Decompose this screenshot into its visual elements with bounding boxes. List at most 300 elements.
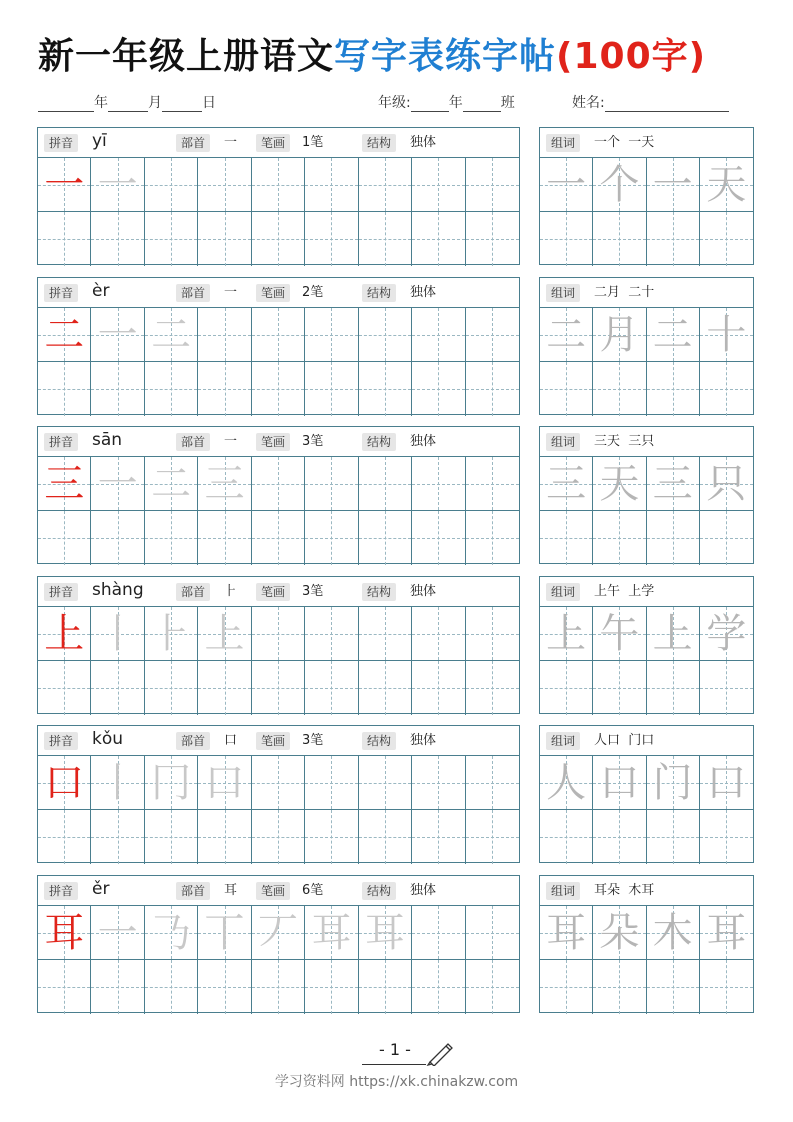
model-character: 三 [44, 460, 85, 507]
pinyin-tag: 拼音 [44, 583, 78, 601]
grade-label: 年级: [378, 95, 411, 111]
writing-cell[interactable] [145, 661, 198, 715]
year-label: 年 [94, 95, 108, 111]
word-trace-character: 上 [652, 610, 693, 657]
char-info-header [38, 876, 519, 906]
word-trace-character: 只 [706, 460, 747, 507]
grade-line [378, 92, 515, 112]
writing-cell[interactable] [466, 362, 519, 416]
writing-cell[interactable] [91, 960, 144, 1014]
writing-grid [38, 756, 519, 862]
word-grid [540, 756, 753, 862]
pen-icon [426, 1040, 456, 1066]
writing-cell[interactable] [145, 362, 198, 416]
word-cell[interactable] [540, 756, 593, 810]
word-cell[interactable] [700, 308, 753, 362]
writing-cell[interactable] [198, 906, 251, 960]
word-trace-character: 学 [706, 610, 747, 657]
writing-cell[interactable] [466, 607, 519, 661]
writing-cell[interactable] [38, 607, 91, 661]
pinyin-value: kǒu [92, 729, 124, 749]
word-trace-character: 朵 [599, 909, 640, 956]
words-value: 耳朵 木耳 [594, 883, 655, 898]
strokes-value: 2笔 [302, 285, 324, 300]
word-cell[interactable] [593, 756, 646, 810]
writing-cell[interactable] [38, 661, 91, 715]
word-header [540, 278, 753, 308]
writing-cell[interactable] [38, 212, 91, 266]
writing-cell[interactable] [305, 756, 358, 810]
writing-cell[interactable] [91, 511, 144, 565]
word-cell[interactable] [593, 212, 646, 266]
writing-cell[interactable] [91, 906, 144, 960]
word-grid [540, 158, 753, 264]
word-cell[interactable] [647, 308, 700, 362]
writing-cell[interactable] [198, 607, 251, 661]
stroke-order-trace: 一 [97, 909, 138, 956]
word-cell[interactable] [593, 661, 646, 715]
words-tag: 组词 [546, 134, 580, 152]
strokes-value: 3笔 [302, 584, 324, 599]
strokes-value: 6笔 [302, 883, 324, 898]
word-trace-character: 木 [652, 909, 693, 956]
word-cell[interactable] [647, 661, 700, 715]
writing-cell[interactable] [305, 607, 358, 661]
writing-cell[interactable] [252, 158, 305, 212]
stroke-order-trace: 𠄎 [151, 909, 192, 956]
radical-value: 一 [224, 434, 238, 449]
writing-cell[interactable] [412, 212, 465, 266]
structure-tag: 结构 [362, 433, 396, 451]
writing-cell[interactable] [38, 906, 91, 960]
writing-cell[interactable] [91, 756, 144, 810]
pinyin-tag: 拼音 [44, 732, 78, 750]
writing-cell[interactable] [466, 158, 519, 212]
word-cell[interactable] [540, 457, 593, 511]
stroke-order-trace: 口 [204, 759, 245, 806]
word-cell[interactable] [593, 362, 646, 416]
pinyin-tag: 拼音 [44, 134, 78, 152]
character-row [0, 277, 793, 417]
writing-cell[interactable] [305, 158, 358, 212]
day-blank[interactable] [162, 97, 202, 112]
day-label: 日 [202, 95, 216, 111]
writing-cell[interactable] [91, 158, 144, 212]
writing-cell[interactable] [359, 511, 412, 565]
words-value: 一个 一天 [594, 135, 655, 150]
model-character: 二 [44, 311, 85, 358]
writing-cell[interactable] [412, 308, 465, 362]
word-cell[interactable] [540, 661, 593, 715]
word-cell[interactable] [647, 810, 700, 864]
word-cell[interactable] [593, 457, 646, 511]
stroke-order-trace: 冂 [151, 759, 192, 806]
writing-cell[interactable] [412, 511, 465, 565]
word-cell[interactable] [540, 906, 593, 960]
writing-cell[interactable] [466, 810, 519, 864]
writing-cell[interactable] [145, 810, 198, 864]
strokes-tag: 笔画 [256, 583, 290, 601]
structure-value: 独体 [410, 584, 437, 599]
pinyin-tag: 拼音 [44, 284, 78, 302]
strokes-tag: 笔画 [256, 284, 290, 302]
structure-value: 独体 [410, 883, 437, 898]
word-cell[interactable] [647, 212, 700, 266]
writing-cell[interactable] [412, 810, 465, 864]
word-cell[interactable] [593, 308, 646, 362]
char-info-header [38, 278, 519, 308]
writing-cell[interactable] [252, 308, 305, 362]
writing-grid [38, 607, 519, 713]
radical-tag: 部首 [176, 433, 210, 451]
writing-cell[interactable] [466, 212, 519, 266]
writing-cell[interactable] [145, 906, 198, 960]
char-info-header [38, 128, 519, 158]
page-number: - 1 - [379, 1040, 411, 1059]
word-trace-character: 月 [599, 311, 640, 358]
structure-value: 独体 [410, 434, 437, 449]
stroke-order-trace: ⺊ [151, 610, 192, 657]
grade-year-label: 年 [448, 95, 463, 111]
writing-cell[interactable] [198, 810, 251, 864]
writing-cell[interactable] [38, 810, 91, 864]
name-line [572, 92, 729, 112]
word-cell[interactable] [593, 960, 646, 1014]
writing-cell[interactable] [466, 906, 519, 960]
word-trace-character: 口 [599, 759, 640, 806]
practice-box [37, 426, 520, 564]
writing-cell[interactable] [198, 960, 251, 1014]
word-box [539, 127, 754, 265]
writing-cell[interactable] [198, 756, 251, 810]
writing-cell[interactable] [359, 960, 412, 1014]
word-cell[interactable] [593, 511, 646, 565]
character-row [0, 875, 793, 1015]
writing-cell[interactable] [91, 661, 144, 715]
word-grid [540, 906, 753, 1012]
words-tag: 组词 [546, 882, 580, 900]
word-cell[interactable] [700, 960, 753, 1014]
writing-cell[interactable] [252, 511, 305, 565]
word-cell[interactable] [540, 810, 593, 864]
writing-cell[interactable] [252, 457, 305, 511]
word-trace-character: 一 [652, 161, 693, 208]
word-cell[interactable] [540, 308, 593, 362]
model-character: 上 [44, 610, 85, 657]
character-row [0, 576, 793, 716]
writing-cell[interactable] [359, 457, 412, 511]
writing-cell[interactable] [252, 810, 305, 864]
structure-tag: 结构 [362, 882, 396, 900]
practice-box [37, 875, 520, 1013]
writing-cell[interactable] [252, 906, 305, 960]
word-cell[interactable] [647, 607, 700, 661]
writing-cell[interactable] [466, 308, 519, 362]
word-cell[interactable] [593, 810, 646, 864]
word-cell[interactable] [700, 661, 753, 715]
word-grid [540, 607, 753, 713]
writing-cell[interactable] [38, 362, 91, 416]
pinyin-tag: 拼音 [44, 433, 78, 451]
word-trace-character: 人 [546, 759, 587, 806]
writing-cell[interactable] [412, 607, 465, 661]
word-trace-character: 十 [706, 311, 747, 358]
word-cell[interactable] [647, 457, 700, 511]
writing-cell[interactable] [412, 756, 465, 810]
strokes-tag: 笔画 [256, 433, 290, 451]
writing-cell[interactable] [252, 661, 305, 715]
pinyin-value: ěr [92, 879, 110, 899]
words-tag: 组词 [546, 583, 580, 601]
word-trace-character: 午 [599, 610, 640, 657]
words-value: 三天 三只 [594, 434, 655, 449]
writing-cell[interactable] [91, 810, 144, 864]
radical-value: 耳 [224, 883, 238, 898]
writing-cell[interactable] [412, 906, 465, 960]
word-trace-character: 上 [546, 610, 587, 657]
model-character: 口 [44, 759, 85, 806]
radical-value: 一 [224, 285, 238, 300]
word-cell[interactable] [540, 362, 593, 416]
stroke-order-trace: 耳 [311, 909, 352, 956]
radical-value: 一 [224, 135, 238, 150]
writing-cell[interactable] [198, 362, 251, 416]
month-blank[interactable] [108, 97, 148, 112]
word-trace-character: 二 [546, 311, 587, 358]
writing-cell[interactable] [466, 960, 519, 1014]
page-title [38, 28, 706, 76]
writing-cell[interactable] [38, 457, 91, 511]
writing-cell[interactable] [38, 756, 91, 810]
stroke-order-trace: 丅 [204, 909, 245, 956]
radical-value: ⺊ [224, 584, 238, 599]
writing-cell[interactable] [305, 511, 358, 565]
word-cell[interactable] [593, 906, 646, 960]
practice-box [37, 277, 520, 415]
name-label: 姓名: [572, 95, 605, 111]
word-cell[interactable] [540, 511, 593, 565]
words-value: 上午 上学 [594, 584, 655, 599]
word-cell[interactable] [540, 607, 593, 661]
writing-cell[interactable] [252, 362, 305, 416]
grade-class-blank[interactable] [463, 97, 501, 112]
practice-box [37, 725, 520, 863]
radical-tag: 部首 [176, 732, 210, 750]
character-row [0, 127, 793, 267]
writing-cell[interactable] [198, 308, 251, 362]
writing-cell[interactable] [412, 158, 465, 212]
writing-cell[interactable] [412, 960, 465, 1014]
word-cell[interactable] [540, 212, 593, 266]
writing-cell[interactable] [359, 661, 412, 715]
word-cell[interactable] [540, 960, 593, 1014]
writing-cell[interactable] [145, 960, 198, 1014]
writing-cell[interactable] [359, 308, 412, 362]
stroke-order-trace: 三 [204, 460, 245, 507]
structure-tag: 结构 [362, 732, 396, 750]
writing-cell[interactable] [305, 810, 358, 864]
character-row [0, 426, 793, 566]
word-cell[interactable] [700, 362, 753, 416]
writing-cell[interactable] [198, 158, 251, 212]
name-blank[interactable] [605, 97, 729, 112]
word-cell[interactable] [700, 158, 753, 212]
structure-value: 独体 [410, 135, 437, 150]
writing-cell[interactable] [145, 756, 198, 810]
radical-tag: 部首 [176, 134, 210, 152]
writing-cell[interactable] [305, 906, 358, 960]
writing-cell[interactable] [91, 607, 144, 661]
word-cell[interactable] [647, 756, 700, 810]
structure-tag: 结构 [362, 134, 396, 152]
writing-cell[interactable] [198, 661, 251, 715]
word-header [540, 128, 753, 158]
radical-value: 口 [224, 733, 238, 748]
words-tag: 组词 [546, 433, 580, 451]
writing-cell[interactable] [252, 960, 305, 1014]
radical-tag: 部首 [176, 284, 210, 302]
word-trace-character: 耳 [546, 909, 587, 956]
word-header [540, 577, 753, 607]
writing-cell[interactable] [412, 362, 465, 416]
writing-grid [38, 158, 519, 264]
word-grid [540, 457, 753, 563]
word-trace-character: 一 [546, 161, 587, 208]
writing-grid [38, 308, 519, 414]
writing-cell[interactable] [145, 457, 198, 511]
writing-cell[interactable] [145, 212, 198, 266]
word-cell[interactable] [647, 362, 700, 416]
word-cell[interactable] [647, 906, 700, 960]
writing-cell[interactable] [252, 212, 305, 266]
stroke-order-trace: 丨 [97, 610, 138, 657]
stroke-order-trace: 一 [97, 161, 138, 208]
writing-cell[interactable] [359, 607, 412, 661]
writing-cell[interactable] [38, 960, 91, 1014]
month-label: 月 [148, 95, 162, 111]
stroke-order-trace: 二 [151, 311, 192, 358]
word-header [540, 726, 753, 756]
writing-cell[interactable] [145, 511, 198, 565]
structure-tag: 结构 [362, 583, 396, 601]
word-box [539, 277, 754, 415]
word-cell[interactable] [647, 511, 700, 565]
word-trace-character: 三 [546, 460, 587, 507]
strokes-tag: 笔画 [256, 882, 290, 900]
writing-cell[interactable] [252, 607, 305, 661]
stroke-order-trace: 二 [151, 460, 192, 507]
word-cell[interactable] [700, 607, 753, 661]
writing-cell[interactable] [38, 158, 91, 212]
words-tag: 组词 [546, 284, 580, 302]
word-cell[interactable] [700, 810, 753, 864]
word-cell[interactable] [647, 960, 700, 1014]
word-cell[interactable] [700, 511, 753, 565]
writing-cell[interactable] [305, 212, 358, 266]
title-black: 新一年级上册语文 [38, 36, 335, 77]
word-trace-character: 个 [599, 161, 640, 208]
writing-cell[interactable] [198, 511, 251, 565]
writing-cell[interactable] [466, 661, 519, 715]
writing-cell[interactable] [305, 661, 358, 715]
structure-value: 独体 [410, 285, 437, 300]
writing-cell[interactable] [198, 457, 251, 511]
word-cell[interactable] [647, 158, 700, 212]
pinyin-tag: 拼音 [44, 882, 78, 900]
writing-cell[interactable] [305, 308, 358, 362]
grade-year-blank[interactable] [411, 97, 449, 112]
word-box [539, 725, 754, 863]
word-trace-character: 二 [652, 311, 693, 358]
pinyin-value: shàng [92, 580, 144, 600]
word-grid [540, 308, 753, 414]
word-header [540, 427, 753, 457]
writing-cell[interactable] [145, 158, 198, 212]
writing-cell[interactable] [252, 756, 305, 810]
writing-cell[interactable] [359, 906, 412, 960]
writing-cell[interactable] [359, 212, 412, 266]
writing-cell[interactable] [359, 756, 412, 810]
writing-cell[interactable] [466, 511, 519, 565]
year-blank[interactable] [38, 97, 94, 112]
pinyin-value: yī [92, 131, 107, 151]
writing-cell[interactable] [305, 960, 358, 1014]
writing-cell[interactable] [359, 810, 412, 864]
word-cell[interactable] [593, 607, 646, 661]
writing-cell[interactable] [359, 362, 412, 416]
radical-tag: 部首 [176, 882, 210, 900]
word-header [540, 876, 753, 906]
writing-cell[interactable] [91, 457, 144, 511]
writing-cell[interactable] [38, 511, 91, 565]
word-cell[interactable] [700, 756, 753, 810]
character-row [0, 725, 793, 865]
char-info-header [38, 726, 519, 756]
model-character: 一 [44, 161, 85, 208]
strokes-tag: 笔画 [256, 732, 290, 750]
structure-tag: 结构 [362, 284, 396, 302]
writing-cell[interactable] [91, 308, 144, 362]
writing-cell[interactable] [145, 308, 198, 362]
word-cell[interactable] [700, 212, 753, 266]
word-cell[interactable] [540, 158, 593, 212]
writing-cell[interactable] [305, 457, 358, 511]
word-cell[interactable] [593, 158, 646, 212]
writing-cell[interactable] [145, 607, 198, 661]
writing-cell[interactable] [38, 308, 91, 362]
writing-cell[interactable] [198, 212, 251, 266]
word-cell[interactable] [700, 906, 753, 960]
footer-site: 学习资料网 https://xk.chinakzw.com [274, 1074, 519, 1090]
writing-cell[interactable] [91, 212, 144, 266]
writing-cell[interactable] [466, 756, 519, 810]
writing-cell[interactable] [412, 661, 465, 715]
writing-cell[interactable] [412, 457, 465, 511]
practice-box [37, 127, 520, 265]
writing-cell[interactable] [91, 362, 144, 416]
writing-cell[interactable] [466, 457, 519, 511]
word-trace-character: 三 [652, 460, 693, 507]
strokes-value: 3笔 [302, 434, 324, 449]
structure-value: 独体 [410, 733, 437, 748]
writing-cell[interactable] [359, 158, 412, 212]
writing-cell[interactable] [305, 362, 358, 416]
stroke-order-trace: 一 [97, 311, 138, 358]
practice-box [37, 576, 520, 714]
stroke-order-trace: 丆 [257, 909, 298, 956]
word-cell[interactable] [700, 457, 753, 511]
word-trace-character: 口 [706, 759, 747, 806]
